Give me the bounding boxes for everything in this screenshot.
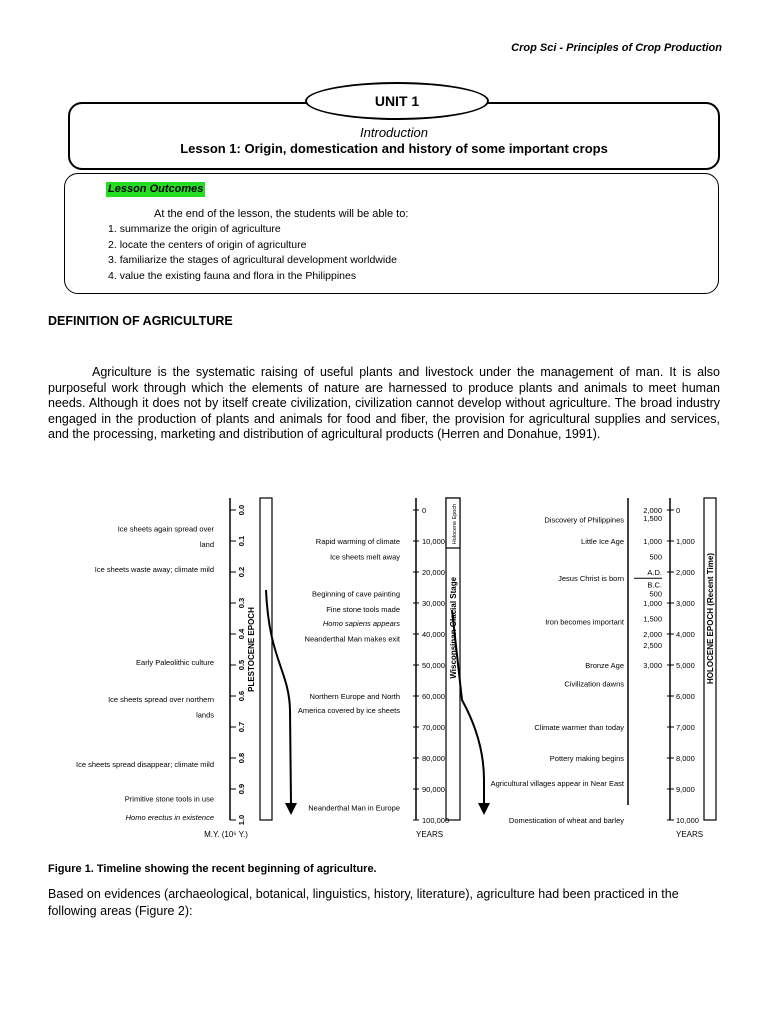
tick-label: 100,000: [422, 816, 450, 825]
tick-label: 0.5: [237, 659, 246, 671]
tick-label: 1.0: [237, 814, 246, 826]
figure-caption: Figure 1. Timeline showing the recent beginning of agriculture.: [48, 863, 377, 875]
date-label: A.D.: [647, 568, 662, 577]
event-label: Ice sheets waste away; climate mild: [94, 564, 214, 574]
event-label: America covered by ice sheets: [297, 705, 400, 715]
event-label: Ice sheets spread over northern: [108, 695, 214, 705]
axis-unit: YEARS: [416, 830, 444, 839]
tick-label: 0.8: [237, 752, 246, 764]
tick-label: 3,000: [676, 599, 695, 608]
tick-label: 70,000: [422, 723, 445, 732]
tick-label: 0.9: [237, 783, 246, 795]
tick-label: 60,000: [422, 692, 445, 701]
event-label: Early Paleolithic culture: [136, 657, 214, 667]
tick-label: 5,000: [676, 661, 695, 670]
tick-label: 20,000: [422, 568, 445, 577]
event-label: Jesus Christ is born: [558, 574, 624, 584]
tick-label: 9,000: [676, 785, 695, 794]
tick-label: 80,000: [422, 754, 445, 763]
event-label: Discovery of Philippines: [544, 515, 624, 525]
event-label: Agricultural villages appear in Near East: [490, 778, 624, 788]
date-label: 1,500: [643, 513, 662, 523]
event-label: Fine stone tools made: [326, 605, 400, 615]
event-label: Domestication of wheat and barley: [508, 816, 624, 825]
tick-label: 2,000: [676, 568, 695, 577]
outcomes-intro: At the end of the lesson, the students will be able to:: [154, 208, 409, 220]
tick-label: 6,000: [676, 692, 695, 701]
running-header: Crop Sci - Principles of Crop Production: [511, 42, 722, 54]
date-label: 2,500: [643, 640, 662, 650]
tick-label: 50,000: [422, 661, 445, 670]
trend-arrow: [266, 590, 291, 805]
event-label: Iron becomes important: [545, 617, 624, 627]
definition-paragraph: Agriculture is the systematic raising of useful plants and livestock under the management of man. It is also purposeful work through which the elements of nature are harnessed to produce plants and animals to meet human needs. Although it does not by itself create civilization, civilization cannot develop without agriculture. The broad industry engaged in the production of plants and animals for food and fiber, the provision for agricultural supplies and services, and the processing, marketing and distribution of agricultural products (Herren and Donahue, 1991).: [48, 365, 720, 442]
date-label: 500: [649, 589, 662, 599]
lesson-title: Lesson 1: Origin, domestication and history of some important crops: [180, 141, 608, 156]
date-label: 1,000: [643, 599, 662, 608]
unit-title: UNIT 1: [305, 82, 489, 120]
event-label: Ice sheets again spread over: [117, 524, 214, 534]
tick-label: 0.3: [237, 597, 246, 609]
date-label: 3,000: [643, 661, 662, 670]
holocene-label: Holocene Epoch: [452, 503, 458, 545]
tick-label: 0.6: [237, 690, 246, 702]
tick-label: 0.1: [237, 535, 246, 547]
event-label: Neanderthal Man in Europe: [308, 803, 400, 813]
outcomes-title: Lesson Outcomes: [108, 183, 204, 195]
tick-label: 0.0: [237, 504, 246, 516]
tick-label: 90,000: [422, 785, 445, 794]
event-label: Bronze Age: [585, 661, 624, 670]
section-title: DEFINITION OF AGRICULTURE: [48, 314, 233, 328]
axis-unit: M.Y. (10⁶ Y.): [204, 830, 248, 839]
arrow-head: [478, 803, 490, 815]
tick-label: 30,000: [422, 599, 445, 608]
followup-paragraph: Based on evidences (archaeological, botanical, linguistics, history, literature), agriculture had been practiced in the following areas (Figure 2):: [48, 887, 679, 918]
event-label: Neanderthal Man makes exit: [304, 634, 400, 644]
list-item: 1. summarize the origin of agriculture: [108, 223, 281, 235]
tick-label: 4,000: [676, 630, 695, 639]
tick-label: 8,000: [676, 754, 695, 763]
epoch-label: PLESTOCENE EPOCH: [247, 607, 256, 692]
event-label: Beginning of cave painting: [312, 589, 400, 599]
tick-label: 7,000: [676, 723, 695, 732]
event-label: Homo erectus in existence: [125, 812, 214, 822]
tick-label: 0: [422, 506, 427, 515]
date-label: 500: [649, 552, 662, 562]
event-label: Northern Europe and North: [309, 692, 400, 701]
event-label: Primitive stone tools in use: [124, 794, 214, 804]
event-label: Homo sapiens appears: [322, 619, 400, 629]
list-item: 3. familiarize the stages of agricultural development worldwide: [108, 254, 397, 266]
tick-label: 10,000: [676, 816, 699, 825]
stage-label: Wisconsinan Glacial Stage: [449, 576, 458, 679]
outcomes-list: [108, 222, 397, 284]
epoch-bar: [260, 498, 272, 820]
event-label: Little Ice Age: [581, 537, 624, 546]
date-label: 1,500: [643, 614, 662, 624]
epoch-label: HOLOCENE EPOCH (Recent Time): [706, 553, 715, 684]
list-item: 2. locate the centers of origin of agriculture: [108, 238, 307, 251]
date-label: 1,000: [643, 537, 662, 546]
arrow-head: [285, 803, 297, 815]
axis-unit: YEARS: [676, 830, 704, 839]
event-label: land: [199, 540, 214, 550]
tick-label: 0.4: [237, 628, 246, 640]
event-label: Climate warmer than today: [534, 723, 624, 732]
tick-label: 0: [676, 506, 681, 515]
event-label: Rapid warming of climate: [315, 537, 400, 546]
event-label: Civilization dawns: [564, 679, 624, 689]
tick-label: 1,000: [676, 537, 695, 546]
event-label: Ice sheets spread disappear; climate mild: [76, 760, 214, 770]
date-label: 2,000: [643, 630, 662, 639]
tick-label: 40,000: [422, 630, 445, 639]
event-label: Pottery making begins: [549, 754, 624, 763]
tick-label: 0.2: [237, 566, 246, 578]
event-label: Ice sheets melt away: [329, 552, 400, 562]
introduction-label: Introduction: [360, 125, 428, 140]
timeline-figure: [44, 490, 724, 850]
date-label: 2,000: [643, 506, 662, 515]
date-label: B.C.: [647, 580, 662, 590]
tick-label: 0.7: [237, 721, 246, 733]
list-item: 4. value the existing fauna and flora in the Philippines: [108, 269, 357, 282]
event-label: lands: [196, 710, 214, 720]
tick-label: 10,000: [422, 537, 445, 546]
